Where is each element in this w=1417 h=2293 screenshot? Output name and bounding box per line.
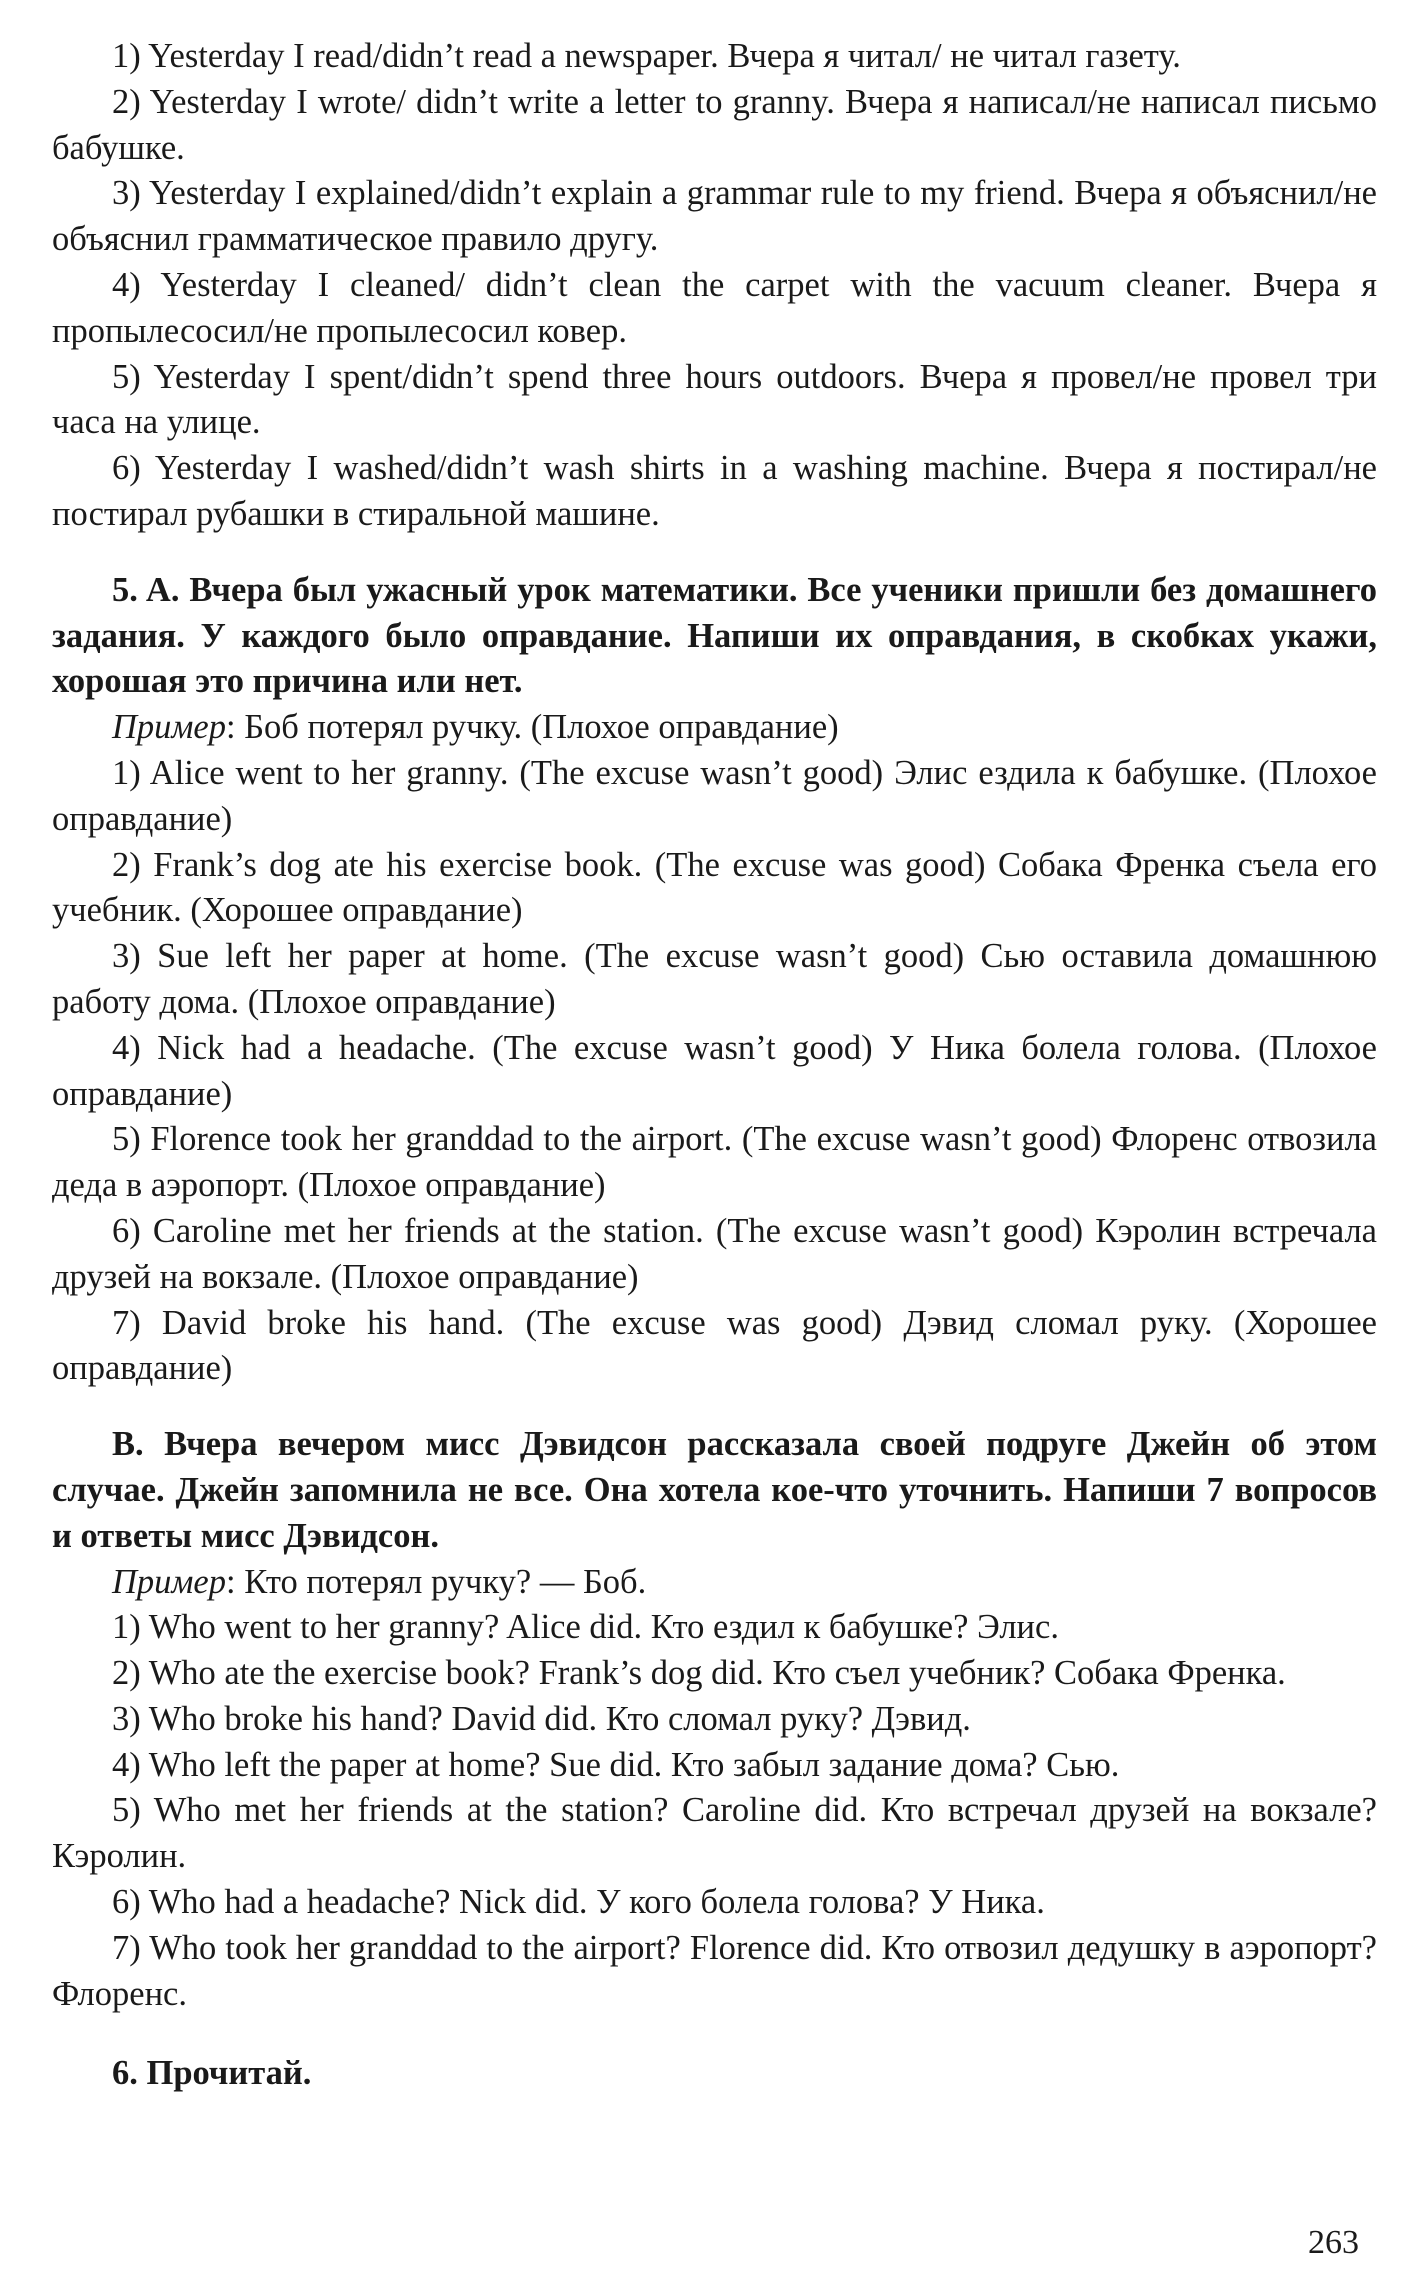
answer-paragraph: 6) Yesterday I washed/didn’t wash shirts in a washing machine. Вчера я постирал/не постирал рубашки в стиральной машине. [52,449,1377,533]
answer-paragraph: 1) Who went to her granny? Alice did. Кто ездил к бабушке? Элис. [112,1608,1059,1647]
example-line [52,705,1377,751]
exercise-6-heading: 6. Прочитай. [112,2054,312,2093]
answer-paragraph: 3) Sue left her paper at home. (The excuse wasn’t good) Сью оставила домашнюю работу дома. (Плохое оправдание) [52,937,1377,1021]
answer-paragraph: 2) Yesterday I wrote/ didn’t write a letter to granny. Вчера я написал/не написал письмо бабушке. [52,82,1377,167]
answer-paragraph: 3) Who broke his hand? David did. Кто сломал руку? Дэвид. [112,1699,971,1738]
exercise-5a-heading: 5. A. Вчера был ужасный урок математики. Все ученики пришли без домашнего задания. У каждого было оправдание. Напиши их оправдания, в скобках укажи, хорошая это причина или нет. [52,570,1377,701]
answer-paragraph: 5) Who met her friends at the station? Caroline did. Кто встречал друзей на вокзале? Кэролин. [52,1791,1377,1876]
answer-paragraph: 4) Who left the paper at home? Sue did. Кто забыл задание дома? Сью. [112,1745,1120,1784]
answer-paragraph: 4) Nick had a headache. (The excuse wasn’t good) У Ника болела голова. (Плохое оправдание) [52,1028,1377,1113]
answer-paragraph: 7) Who took her granddad to the airport? Florence did. Кто отвозил дедушку в аэропорт? Флоренс. [52,1928,1377,2013]
section-4-answers [52,34,1377,538]
example-label: Пример [112,1562,226,1601]
answer-paragraph: 5) Yesterday I spent/didn’t spend three hours outdoors. Вчера я провел/не провел три часа на улице. [52,357,1377,442]
exercise-5b-heading: B. Вчера вечером мисс Дэвидсон рассказала своей подруге Джейн об этом случае. Джейн запомнила не все. Она хотела кое-что уточнить. Напиши 7 вопросов и ответы мисс Дэвидсон. [52,1425,1377,1555]
section-6 [52,2051,1377,2097]
section-5b [52,1422,1377,2017]
example-text: : Кто потерял ручку? — Боб. [226,1562,647,1601]
example-text: : Боб потерял ручку. (Плохое оправдание) [226,708,839,747]
answer-paragraph: 6) Who had a headache? Nick did. У кого болела голова? У Ника. [112,1883,1045,1922]
answer-paragraph: 4) Yesterday I cleaned/ didn’t clean the carpet with the vacuum cleaner. Вчера я пропылесосил/не пропылесосил ковер. [52,265,1377,350]
section-5a [52,568,1377,1392]
answer-paragraph: 2) Frank’s dog ate his exercise book. (The excuse was good) Собака Френка съела его учебник. (Хорошее оправдание) [52,845,1377,930]
document-page [52,34,1377,2097]
example-line [52,1560,1377,1606]
answer-paragraph: 6) Caroline met her friends at the station. (The excuse wasn’t good) Кэролин встречала друзей на вокзале. (Плохое оправдание) [52,1211,1377,1296]
answer-paragraph: 2) Who ate the exercise book? Frank’s dog did. Кто съел учебник? Собака Френка. [112,1654,1286,1693]
answer-paragraph: 3) Yesterday I explained/didn’t explain a grammar rule to my friend. Вчера я объяснил/не объяснил грамматическое правило другу. [52,174,1377,259]
example-label: Пример [112,708,226,747]
page-number: 263 [1308,2224,1359,2261]
answer-paragraph: 1) Yesterday I read/didn’t read a newspaper. Вчера я читал/ не читал газету. [112,37,1181,75]
answer-paragraph: 5) Florence took her granddad to the airport. (The excuse wasn’t good) Флоренс отвозила деда в аэропорт. (Плохое оправдание) [52,1120,1377,1205]
answer-paragraph: 7) David broke his hand. (The excuse was good) Дэвид сломал руку. (Хорошее оправдание) [52,1303,1377,1388]
answer-paragraph: 1) Alice went to her granny. (The excuse wasn’t good) Элис ездила к бабушке. (Плохое оправдание) [52,753,1377,838]
